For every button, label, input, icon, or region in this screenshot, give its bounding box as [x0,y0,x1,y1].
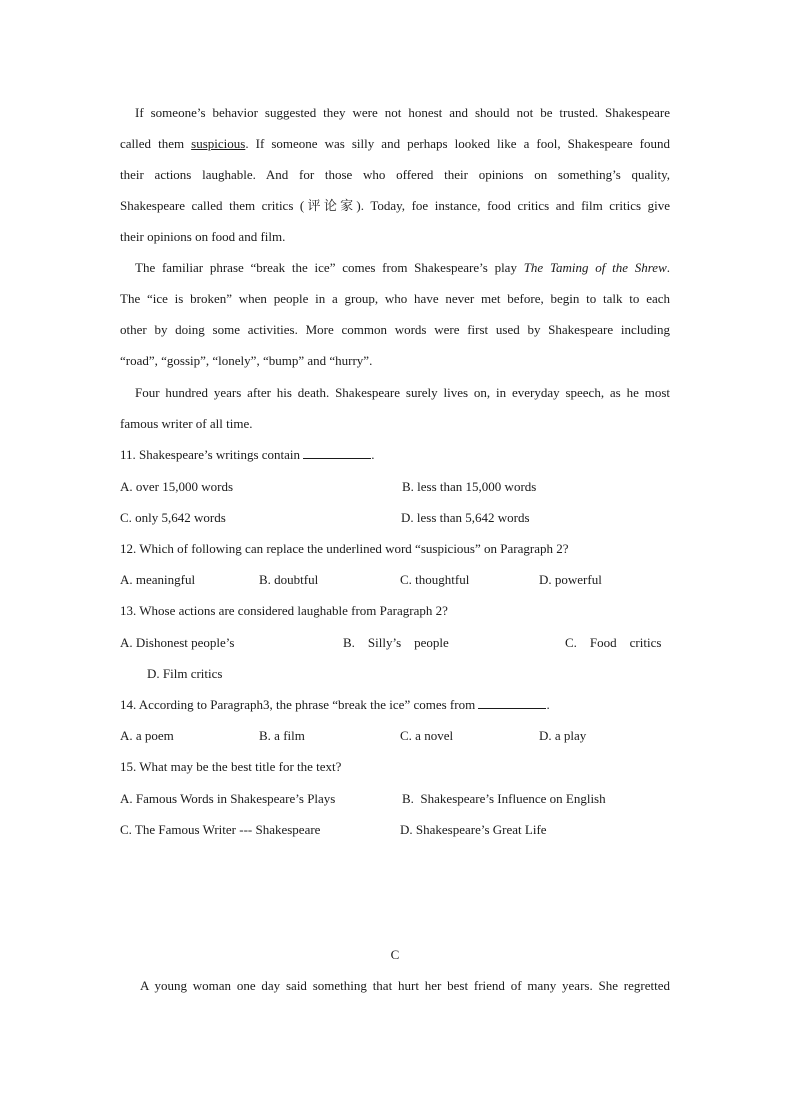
answer-blank [303,447,371,459]
section-heading-c: C [390,947,400,962]
text-run: . If someone was silly and perhaps looked like a fool, Shakespeare found [245,136,670,151]
text-run: 14. According to Paragraph3, the phrase “break the ice” comes from [120,697,479,712]
text-run: . [666,260,670,275]
question-14-option-c: C. a novel [400,728,454,743]
question-11-option-c: C. only 5,642 words [120,510,226,525]
question-13-option-a: A. Dishonest people’s [120,635,235,650]
question-11-stem [120,447,670,463]
passage-c-line-1: A young woman one day said something that hurt her best friend of many years. She regretted [140,978,670,993]
paragraph-2-line-1: If someone’s behavior suggested they were not honest and should not be trusted. Shakespeare [135,105,670,120]
paragraph-2-line-4: Shakespeare called them critics (评论家). Today, foe instance, food critics and film critics give [120,198,670,213]
underlined-word-suspicious: suspicious [191,136,246,151]
play-title: The Taming of the Shrew [523,260,667,275]
text-run: . [546,697,550,712]
question-12-stem: 12. Which of following can replace the underlined word “suspicious” on Paragraph 2? [120,541,569,556]
paragraph-3-line-4: “road”, “gossip”, “lonely”, “bump” and “hurry”. [120,353,373,368]
question-11-option-d: D. less than 5,642 words [401,510,530,525]
question-15-option-a: A. Famous Words in Shakespeare’s Plays [120,791,336,806]
question-15-stem: 15. What may be the best title for the text? [120,759,342,774]
text-run: . [371,447,375,462]
paragraph-4-line-1: Four hundred years after his death. Shakespeare surely lives on, in everyday speech, as he most [135,385,670,400]
question-15-option-d: D. Shakespeare’s Great Life [400,822,547,837]
text-run: called them [120,136,192,151]
paragraph-3-line-1 [135,260,670,276]
question-12-option-b: B. doubtful [259,572,319,587]
question-14-option-a: A. a poem [120,728,174,743]
text-run: The familiar phrase “break the ice” comes from Shakespeare’s play [135,260,524,275]
question-14-option-d: D. a play [539,728,587,743]
paragraph-3-line-2: The “ice is broken” when people in a group, who have never met before, begin to talk to each [120,291,670,306]
paragraph-2-line-3: their actions laughable. And for those who offered their opinions on something’s quality, [120,167,670,182]
paragraph-3-line-3: other by doing some activities. More common words were first used by Shakespeare including [120,322,670,337]
question-12-option-a: A. meaningful [120,572,196,587]
question-15-option-b: B. Shakespeare’s Influence on English [402,791,606,806]
question-13-option-c: C. Food critics [565,635,662,650]
question-13-option-d: D. Film critics [147,666,223,681]
question-11-option-a: A. over 15,000 words [120,479,234,494]
text-run: 11. Shakespeare’s writings contain [120,447,304,462]
paragraph-4-line-2: famous writer of all time. [120,416,253,431]
question-14-option-b: B. a film [259,728,305,743]
question-13-option-b: B. Silly’s people [343,635,449,650]
question-15-option-c: C. The Famous Writer --- Shakespeare [120,822,321,837]
question-14-stem [120,697,670,713]
question-12-option-c: C. thoughtful [400,572,470,587]
paragraph-2-line-2 [120,136,670,152]
question-13-stem: 13. Whose actions are considered laughable from Paragraph 2? [120,603,448,618]
question-12-option-d: D. powerful [539,572,602,587]
answer-blank [478,697,546,709]
paragraph-2-line-5: their opinions on food and film. [120,229,286,244]
question-11-option-b: B. less than 15,000 words [402,479,537,494]
